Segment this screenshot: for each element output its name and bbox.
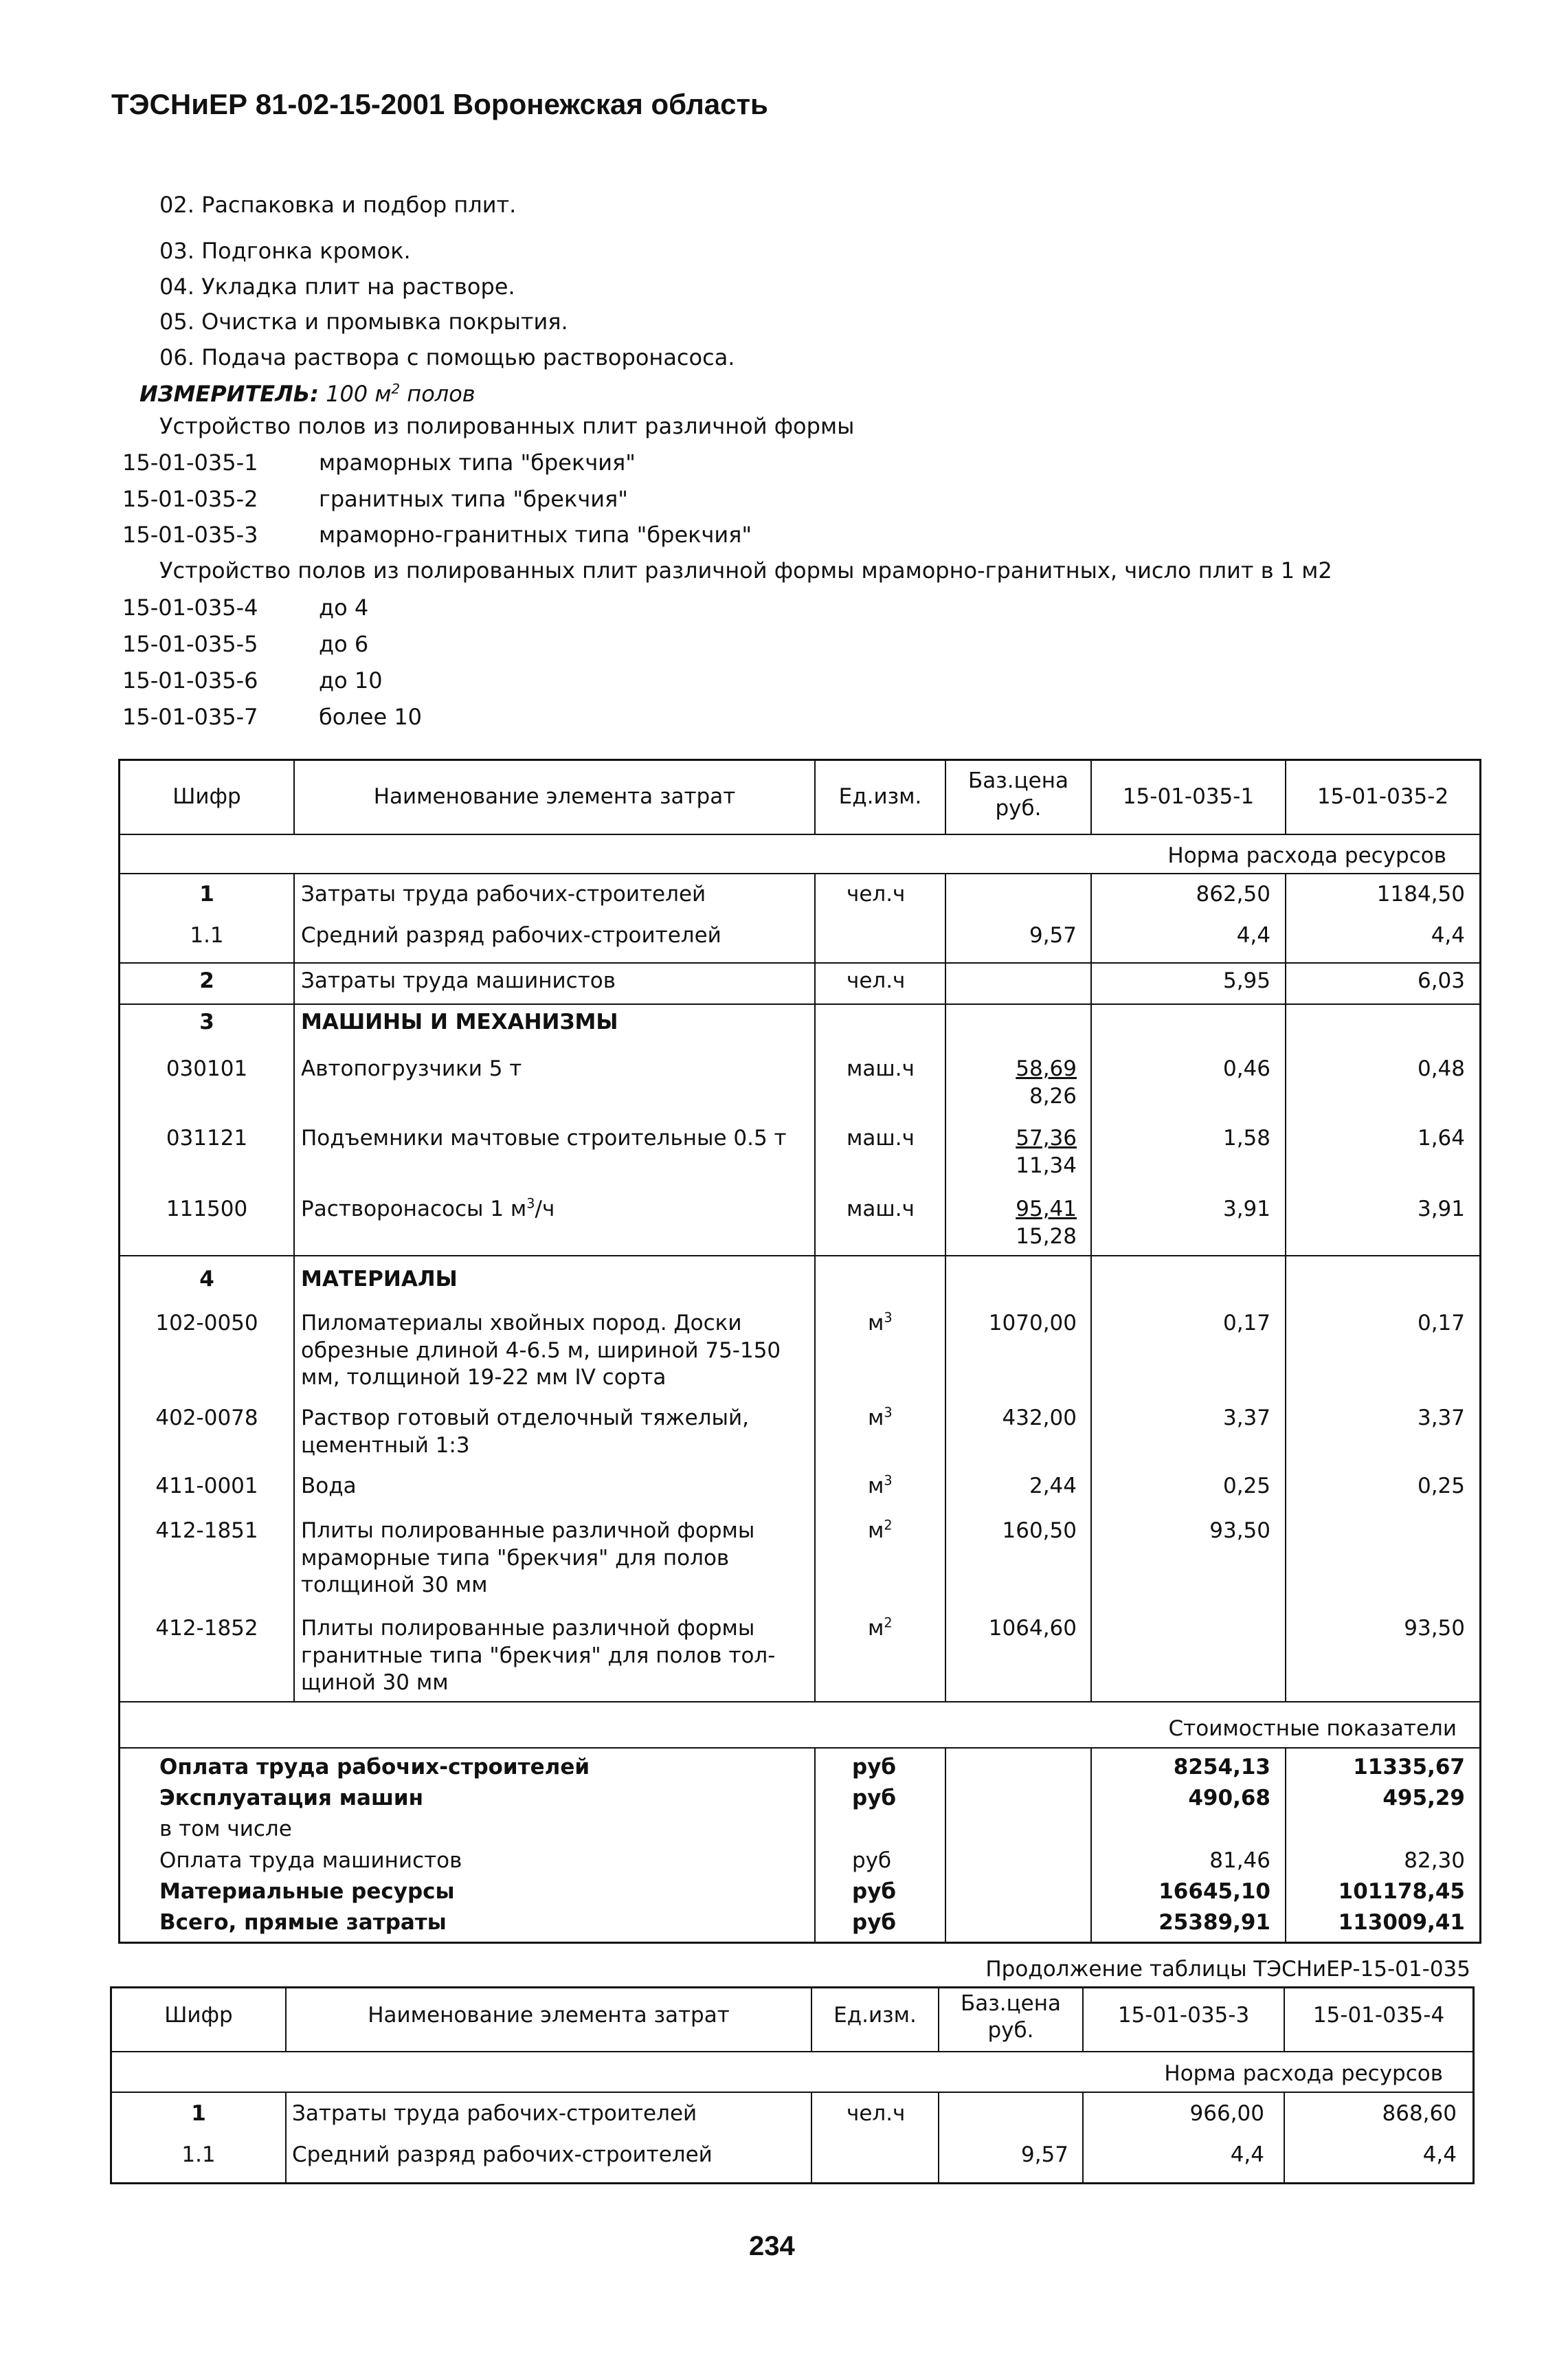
row-v1: 4,4 <box>1236 923 1270 948</box>
rate-desc: мраморных типа "брекчия" <box>319 450 636 476</box>
row-unit: маш.ч <box>847 1126 915 1151</box>
row-v1: 1,58 <box>1222 1126 1270 1151</box>
unit-text: м <box>868 1474 884 1498</box>
cost-row-v2: 11335,67 <box>1353 1755 1465 1779</box>
row-v1: 966,00 <box>1189 2101 1264 2126</box>
unit-sup: 3 <box>884 1309 893 1326</box>
row-name: Средний разряд рабочих-строителей <box>292 2142 713 2167</box>
header-col1: 15-01-035-1 <box>1122 784 1255 809</box>
operation-item: 05. Очистка и промывка покрытия. <box>159 309 568 335</box>
cost-row-label: в том числе <box>159 1817 292 1841</box>
row-v2: 868,60 <box>1382 2101 1457 2126</box>
table-rule <box>1285 873 1286 1702</box>
row-price-2: 8,26 <box>1029 1084 1077 1109</box>
cost-row-unit: руб <box>852 1879 897 1904</box>
cost-row-v1: 8254,13 <box>1173 1755 1270 1779</box>
section-title: МАШИНЫ И МЕХАНИЗМЫ <box>301 1010 618 1034</box>
row-code: 1 <box>199 882 214 907</box>
table-rule <box>811 2092 812 2184</box>
unit-text: м <box>868 1616 884 1641</box>
norm-label: Норма расхода ресурсов <box>1164 2061 1443 2086</box>
table-border <box>110 1986 1475 1988</box>
row-code: 1 <box>191 2101 206 2126</box>
row-code: 2 <box>199 968 214 993</box>
table-rule <box>118 873 1481 874</box>
row-unit: чел.ч <box>847 968 906 993</box>
table-rule <box>118 962 1481 964</box>
cost-row-unit: руб <box>852 1910 897 1935</box>
row-price: 2,44 <box>1029 1474 1077 1498</box>
table-rule <box>118 1003 1481 1005</box>
cost-row-v1: 81,46 <box>1209 1848 1270 1873</box>
row-unit <box>868 1310 893 1338</box>
row-name: Подъемники мачтовые строительные 0.5 т <box>301 1126 787 1151</box>
intro-line: Устройство полов из полированных плит различной формы мраморно-гранитных, число плит в 1 м2 <box>159 557 1332 584</box>
rate-desc: до 10 <box>319 667 383 694</box>
cost-row-unit: руб <box>852 1786 897 1810</box>
row-code: 411-0001 <box>155 1474 258 1498</box>
operation-item: 02. Распаковка и подбор плит. <box>159 192 517 218</box>
row-name-sup: 3 <box>526 1195 535 1212</box>
row-v2: 3,37 <box>1417 1406 1465 1430</box>
row-unit <box>868 1615 893 1643</box>
row-name: Раствор готовый отделочный тяжелый, цементный 1:3 <box>301 1406 749 1458</box>
row-v2: 93,50 <box>1404 1616 1465 1641</box>
cost-row-v2: 113009,41 <box>1338 1910 1465 1935</box>
cost-row-v2: 495,29 <box>1382 1786 1465 1810</box>
row-v1: 0,25 <box>1222 1474 1270 1498</box>
rate-code: 15-01-035-7 <box>122 704 258 730</box>
row-v1: 0,46 <box>1222 1056 1270 1081</box>
table-rule <box>293 873 295 1702</box>
row-v1: 862,50 <box>1196 882 1270 907</box>
row-v1: 0,17 <box>1222 1311 1270 1335</box>
row-price: 432,00 <box>1002 1406 1077 1430</box>
operation-item: 03. Подгонка кромок. <box>159 238 411 264</box>
cost-label: Стоимостные показатели <box>1168 1716 1457 1741</box>
table-border <box>1472 1986 1475 2184</box>
section-title: МАТЕРИАЛЫ <box>301 1267 458 1291</box>
table-border <box>110 2182 1475 2184</box>
norm-label: Норма расхода ресурсов <box>1167 843 1446 868</box>
row-name: Плиты полированные различной формы гранитные типа "брекчия" для полов тол-щиной 30 мм <box>301 1616 776 1696</box>
cost-row-v1: 490,68 <box>1188 1786 1270 1810</box>
row-unit: маш.ч <box>847 1197 915 1221</box>
row-price: 57,36 <box>1016 1126 1077 1151</box>
row-price-2: 15,28 <box>1016 1224 1077 1249</box>
row-code: 412-1852 <box>155 1616 258 1641</box>
rate-code: 15-01-035-4 <box>122 595 258 621</box>
row-code: 030101 <box>166 1056 248 1081</box>
section-code: 4 <box>199 1267 214 1291</box>
cost-row-label: Эксплуатация машин <box>159 1786 424 1810</box>
cost-row-label: Всего, прямые затраты <box>159 1910 447 1935</box>
rate-desc: до 4 <box>319 595 369 621</box>
cost-row-v2: 82,30 <box>1404 1848 1465 1873</box>
table-rule <box>938 2092 939 2184</box>
header-name: Наименование элемента затрат <box>368 2003 730 2028</box>
table-rule <box>118 834 1481 835</box>
row-name: Затраты труда рабочих-строителей <box>301 882 706 907</box>
row-code: 1.1 <box>181 2142 216 2167</box>
row-price: 9,57 <box>1029 923 1077 948</box>
row-v2: 3,91 <box>1417 1197 1465 1221</box>
row-price: 1064,60 <box>988 1616 1077 1641</box>
table-rule <box>110 2051 1475 2052</box>
table-rule <box>285 2092 287 2184</box>
table-border <box>1479 759 1481 1944</box>
header-price-unit: руб. <box>987 2018 1034 2043</box>
table-rule <box>110 2092 1475 2093</box>
row-price-2: 11,34 <box>1016 1153 1077 1178</box>
header-col1: 15-01-035-3 <box>1117 2003 1250 2028</box>
continuation-caption: Продолжение таблицы ТЭСНиЕР-15-01-035 <box>985 1957 1470 1982</box>
cost-row-v1: 16645,10 <box>1158 1879 1270 1904</box>
row-v2: 0,25 <box>1417 1474 1465 1498</box>
header-price: Баз.цена <box>967 768 1069 793</box>
unit-sup: 2 <box>884 1615 893 1631</box>
row-name: Затраты труда машинистов <box>301 968 616 993</box>
row-price: 1070,00 <box>988 1311 1077 1335</box>
table-rule <box>945 873 946 1702</box>
header-unit: Ед.изм. <box>833 2003 917 2028</box>
cost-row-label: Материальные ресурсы <box>159 1879 455 1904</box>
unit-text: м <box>868 1518 884 1543</box>
row-unit: чел.ч <box>847 2101 906 2126</box>
row-price: 58,69 <box>1016 1056 1077 1081</box>
rate-desc: более 10 <box>319 704 423 730</box>
operation-item: 04. Укладка плит на растворе. <box>159 274 515 300</box>
unit-text: м <box>868 1406 884 1430</box>
unit-sup: 2 <box>884 1517 893 1533</box>
row-code: 402-0078 <box>155 1406 258 1430</box>
header-col2: 15-01-035-2 <box>1317 784 1449 809</box>
cost-row-unit: руб <box>852 1755 897 1779</box>
meter-line <box>139 380 475 408</box>
header-price: Баз.цена <box>960 1991 1062 2016</box>
row-price: 95,41 <box>1016 1197 1077 1221</box>
row-v2: 4,4 <box>1431 923 1465 948</box>
intro-line: Устройство полов из полированных плит различной формы <box>159 413 855 439</box>
row-name: Затраты труда рабочих-строителей <box>292 2101 697 2126</box>
rate-code: 15-01-035-5 <box>122 631 258 657</box>
row-unit: чел.ч <box>847 882 906 907</box>
rate-code: 15-01-035-6 <box>122 667 258 694</box>
row-code: 1.1 <box>190 923 224 948</box>
table-rule <box>118 1747 1481 1749</box>
rate-code: 15-01-035-2 <box>122 486 258 512</box>
table-rule <box>118 1701 1481 1702</box>
row-price: 160,50 <box>1002 1518 1077 1543</box>
row-code: 102-0050 <box>155 1311 258 1335</box>
row-unit <box>868 1405 893 1432</box>
row-name: Автопогрузчики 5 т <box>301 1056 522 1081</box>
rate-code: 15-01-035-3 <box>122 522 258 548</box>
row-v1: 3,37 <box>1222 1406 1270 1430</box>
table-rule <box>814 873 816 1702</box>
meter-sup: 2 <box>391 381 401 397</box>
unit-sup: 3 <box>884 1472 893 1489</box>
meter-label: ИЗМЕРИТЕЛЬ: <box>139 381 319 407</box>
row-unit <box>868 1518 893 1545</box>
header-unit: Ед.изм. <box>838 784 922 809</box>
header-price-unit: руб. <box>995 796 1042 821</box>
row-name: Средний разряд рабочих-строителей <box>301 923 721 948</box>
meter-suffix: полов <box>400 381 475 407</box>
cost-row-v1: 25389,91 <box>1158 1910 1270 1935</box>
row-price: 9,57 <box>1020 2142 1068 2167</box>
table-rule <box>1090 873 1092 1702</box>
row-name: Вода <box>301 1474 357 1498</box>
meter-value: 100 м <box>326 381 392 407</box>
table-rule <box>118 1255 1481 1256</box>
page-number: 234 <box>749 2231 795 2261</box>
row-unit: маш.ч <box>847 1056 915 1081</box>
rate-desc: до 6 <box>319 631 369 657</box>
unit-sup: 3 <box>884 1404 893 1421</box>
section-code: 3 <box>199 1010 214 1034</box>
unit-text: м <box>868 1311 884 1335</box>
row-unit <box>868 1473 893 1500</box>
row-name: Плиты полированные различной формы мраморные типа "брекчия" для полов толщиной 30 мм <box>301 1518 755 1598</box>
row-code: 412-1851 <box>155 1518 258 1543</box>
row-v2: 0,48 <box>1417 1056 1465 1081</box>
row-v1: 3,91 <box>1222 1197 1270 1221</box>
cost-row-label: Оплата труда машинистов <box>159 1848 462 1873</box>
header-code: Шифр <box>164 2003 233 2028</box>
rate-code: 15-01-035-1 <box>122 450 258 476</box>
table-rule <box>945 1747 946 1943</box>
document-header: ТЭСНиЕР 81-02-15-2001 Воронежская область <box>111 88 768 120</box>
row-v1: 5,95 <box>1222 968 1270 993</box>
header-name: Наименование элемента затрат <box>373 784 736 809</box>
cost-row-label: Оплата труда рабочих-строителей <box>159 1755 590 1779</box>
cost-row-v2: 101178,45 <box>1338 1879 1465 1904</box>
row-name-text: Растворонасосы 1 м <box>301 1197 527 1221</box>
row-v2: 0,17 <box>1417 1311 1465 1335</box>
table-border <box>118 1942 1481 1944</box>
table-border <box>118 759 1481 761</box>
row-v2: 1,64 <box>1417 1126 1465 1151</box>
header-col2: 15-01-035-4 <box>1312 2003 1445 2028</box>
header-code: Шифр <box>172 784 241 809</box>
rate-desc: гранитных типа "брекчия" <box>319 486 628 512</box>
table-rule <box>814 1747 816 1943</box>
operation-item: 06. Подача раствора с помощью растворонасоса. <box>159 344 735 370</box>
row-v2: 1184,50 <box>1376 882 1465 907</box>
row-v1: 4,4 <box>1230 2142 1264 2167</box>
row-v1: 93,50 <box>1209 1518 1270 1543</box>
row-v2: 6,03 <box>1417 968 1465 993</box>
row-code: 111500 <box>166 1197 248 1221</box>
row-v2: 4,4 <box>1422 2142 1457 2167</box>
row-name: Пиломатериалы хвойных пород. Доски обрезные длиной 4-6.5 м, шириной 75-150 мм, толщиной 19-22 мм IV сорта <box>301 1311 781 1390</box>
row-code: 031121 <box>166 1126 248 1151</box>
rate-desc: мраморно-гранитных типа "брекчия" <box>319 522 752 548</box>
row-name-suffix: /ч <box>535 1197 555 1221</box>
cost-row-unit: руб <box>852 1848 892 1873</box>
row-name <box>301 1196 555 1223</box>
